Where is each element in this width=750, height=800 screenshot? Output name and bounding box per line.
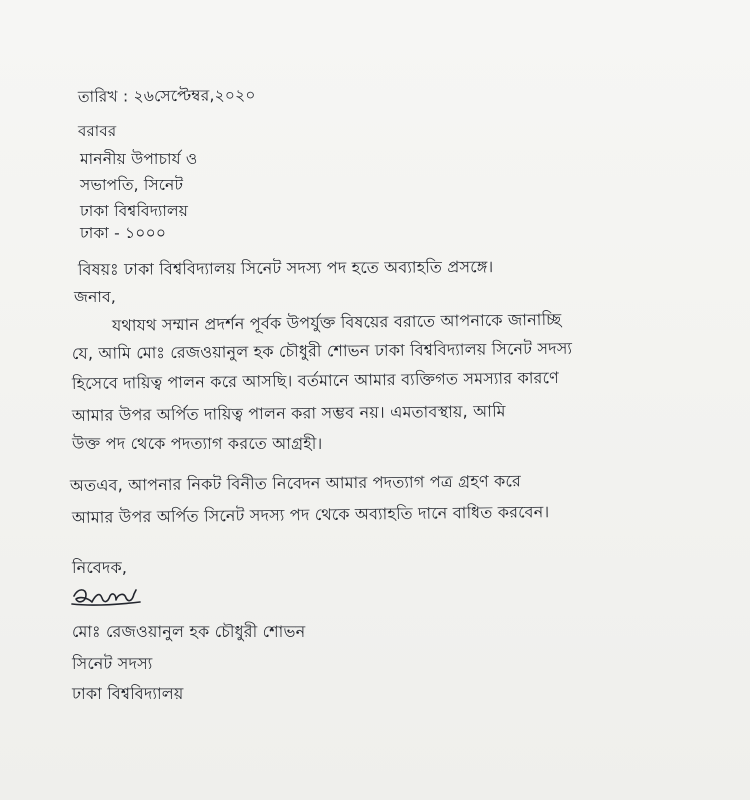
body-line-3: হিসেবে দায়িত্ব পালন করে আসছি। বর্তমানে আমার ব্যক্তিগত সমস্যার কারণে [71, 368, 560, 393]
body-line-1: যথাযথ সম্মান প্রদর্শন পূর্বক উপর্যুক্ত বিষয়ের বরাতে আপনাকে জানাচ্ছি [111, 309, 562, 335]
recipient-line-2: মাননীয় উপাচার্য ও [80, 150, 198, 168]
letter-subject: বিষয়ঃ ঢাকা বিশ্ববিদ্যালয় সিনেট সদস্য পদ হতে অব্যাহতি প্রসঙ্গে। [77, 257, 494, 279]
body-line-4: আমার উপর অর্পিত দায়িত্ব পালন করা সম্ভব নয়। এমতাবস্থায়, আমি [71, 401, 506, 425]
signoff-title: সিনেট সদস্য [72, 654, 153, 673]
handwritten-signature [70, 582, 150, 614]
signoff-name: মোঃ রেজওয়ানুল হক চৌধুরী শোভন [72, 622, 306, 641]
letter-salutation: জনাব, [74, 288, 116, 306]
recipient-line-5: ঢাকা - ১০০০ [80, 224, 167, 242]
closing-line-2: আমার উপর অর্পিত সিনেট সদস্য পদ থেকে অব্যাহতি দানে বাধিত করবেন। [71, 502, 550, 527]
closing-line-1: অতএব, আপনার নিকট বিনীত নিবেদন আমার পদত্যাগ পত্র গ্রহণ করে [69, 471, 521, 495]
body-line-5: উক্ত পদ থেকে পদত্যাগ করতে আগ্রহী। [72, 434, 323, 453]
signoff-label: নিবেদক, [72, 558, 128, 577]
recipient-line-3: সভাপতি, সিনেট [80, 176, 184, 194]
recipient-line-1: বরাবর [78, 122, 117, 140]
letter-date: তারিখ : ২৬সেপ্টেম্বর,২০২০ [77, 86, 256, 106]
signoff-organization: ঢাকা বিশ্ববিদ্যালয় [72, 684, 184, 703]
recipient-line-4: ঢাকা বিশ্ববিদ্যালয় [80, 202, 189, 220]
body-line-2: যে, আমি মোঃ রেজওয়ানুল হক চৌধুরী শোভন ঢাকা বিশ্ববিদ্যালয় সিনেট সদস্য [71, 338, 573, 363]
